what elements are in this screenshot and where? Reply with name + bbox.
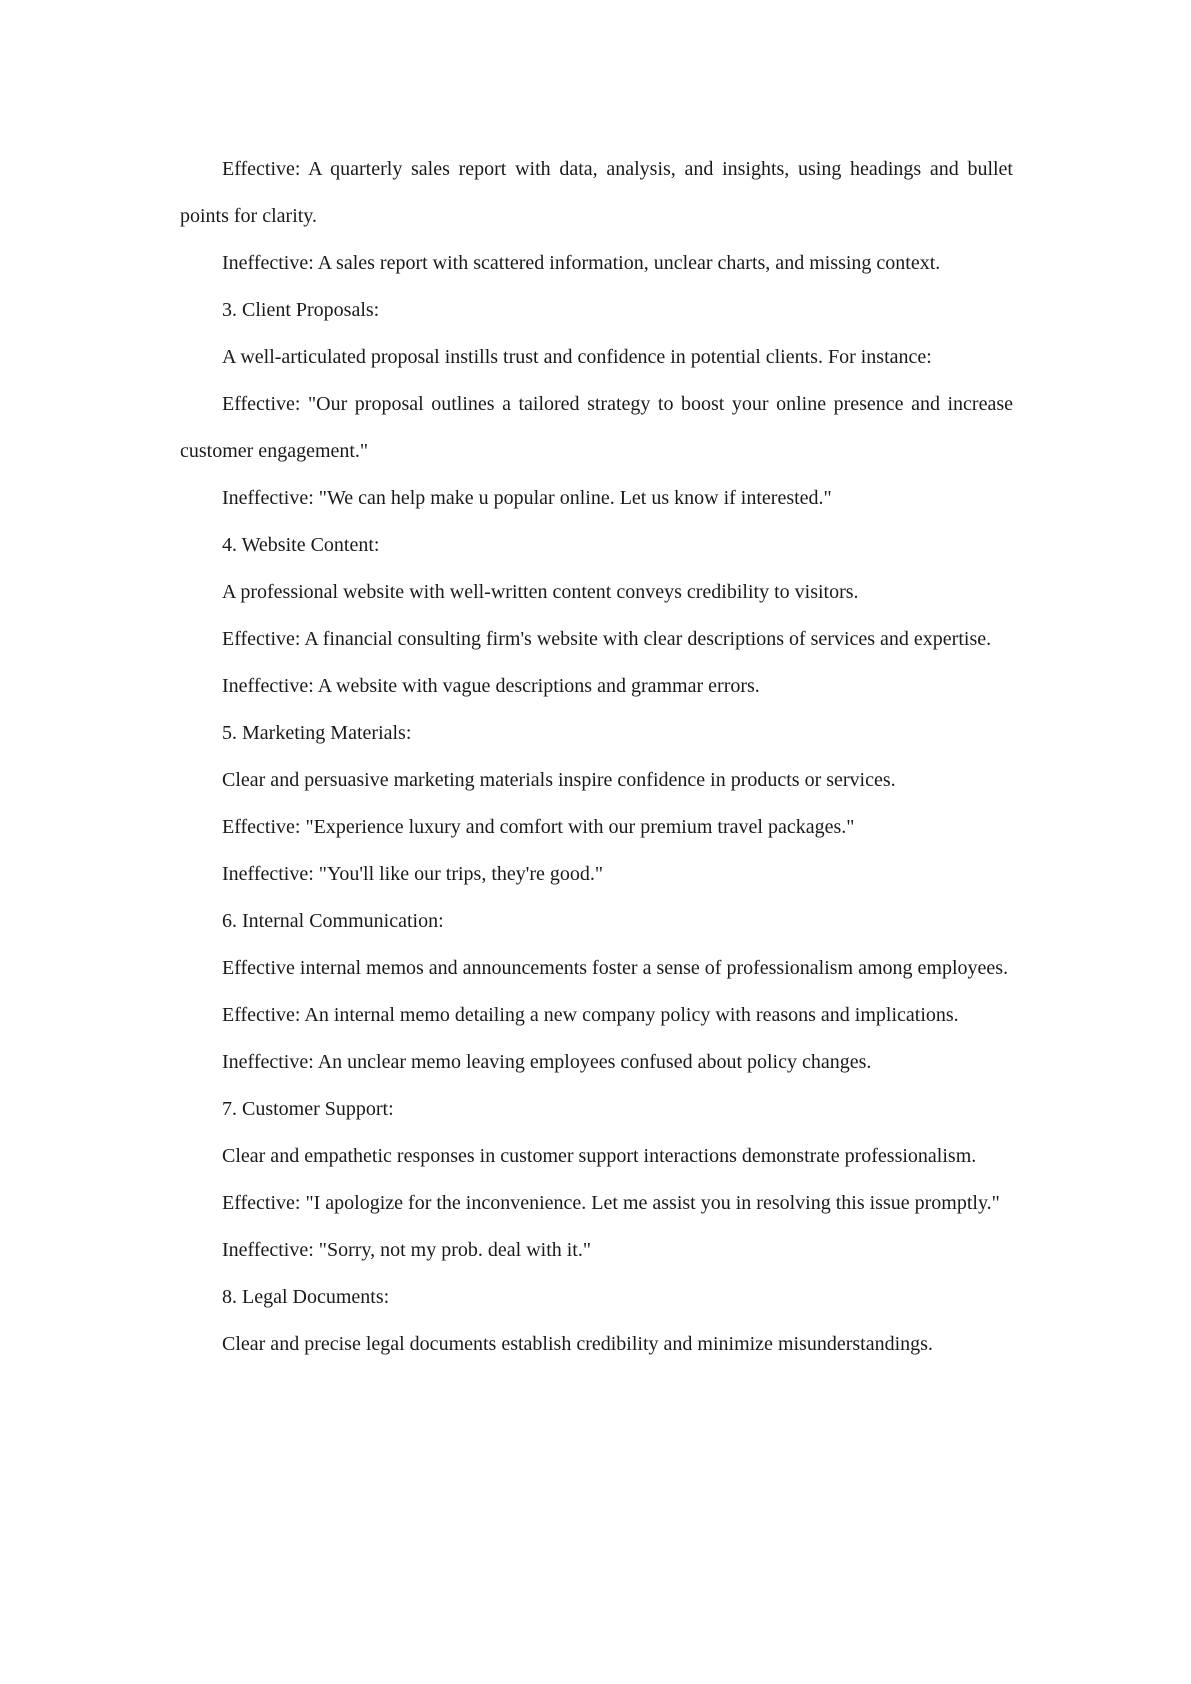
paragraph-internal-intro: Effective internal memos and announcements foster a sense of professionalism among employees. — [222, 957, 1009, 979]
heading-customer-support: 7. Customer Support: — [222, 1098, 394, 1120]
heading-website-content: 4. Website Content: — [222, 534, 380, 556]
paragraph-support-intro: Clear and empathetic responses in customer support interactions demonstrate professionalism. — [222, 1145, 977, 1167]
paragraph-marketing-intro: Clear and persuasive marketing materials inspire confidence in products or services. — [222, 769, 896, 791]
heading-marketing-materials: 5. Marketing Materials: — [222, 722, 412, 744]
paragraph-ineffective-sales-report: Ineffective: A sales report with scattered information, unclear charts, and missing context. — [222, 252, 941, 274]
heading-client-proposals: 3. Client Proposals: — [222, 299, 380, 321]
paragraph-proposal-intro: A well-articulated proposal instills trust and confidence in potential clients. For instance: — [222, 346, 932, 368]
paragraph-ineffective-marketing: Ineffective: "You'll like our trips, they're good." — [222, 863, 604, 885]
document-body — [180, 146, 1013, 1368]
paragraph-effective-sales-report: Effective: A quarterly sales report with data, analysis, and insights, using headings and bullet points for clarity. — [180, 158, 1013, 227]
paragraph-ineffective-website: Ineffective: A website with vague descriptions and grammar errors. — [222, 675, 760, 697]
paragraph-effective-memo: Effective: An internal memo detailing a new company policy with reasons and implications. — [222, 1004, 959, 1026]
paragraph-effective-marketing: Effective: "Experience luxury and comfort with our premium travel packages." — [222, 816, 855, 838]
paragraph-website-intro: A professional website with well-written content conveys credibility to visitors. — [222, 581, 859, 603]
paragraph-ineffective-proposal: Ineffective: "We can help make u popular online. Let us know if interested." — [222, 487, 832, 509]
paragraph-ineffective-memo: Ineffective: An unclear memo leaving employees confused about policy changes. — [222, 1051, 872, 1073]
paragraph-effective-proposal: Effective: "Our proposal outlines a tailored strategy to boost your online presence and increase customer engagement." — [180, 393, 1013, 462]
paragraph-effective-website: Effective: A financial consulting firm's website with clear descriptions of services and expertise. — [222, 628, 992, 650]
heading-internal-communication: 6. Internal Communication: — [222, 910, 444, 932]
paragraph-effective-support: Effective: "I apologize for the inconvenience. Let me assist you in resolving this issue promptly." — [222, 1192, 1000, 1214]
heading-legal-documents: 8. Legal Documents: — [222, 1286, 390, 1308]
paragraph-ineffective-support: Ineffective: "Sorry, not my prob. deal with it." — [222, 1239, 592, 1261]
paragraph-legal-intro: Clear and precise legal documents establish credibility and minimize misunderstandings. — [222, 1333, 933, 1355]
